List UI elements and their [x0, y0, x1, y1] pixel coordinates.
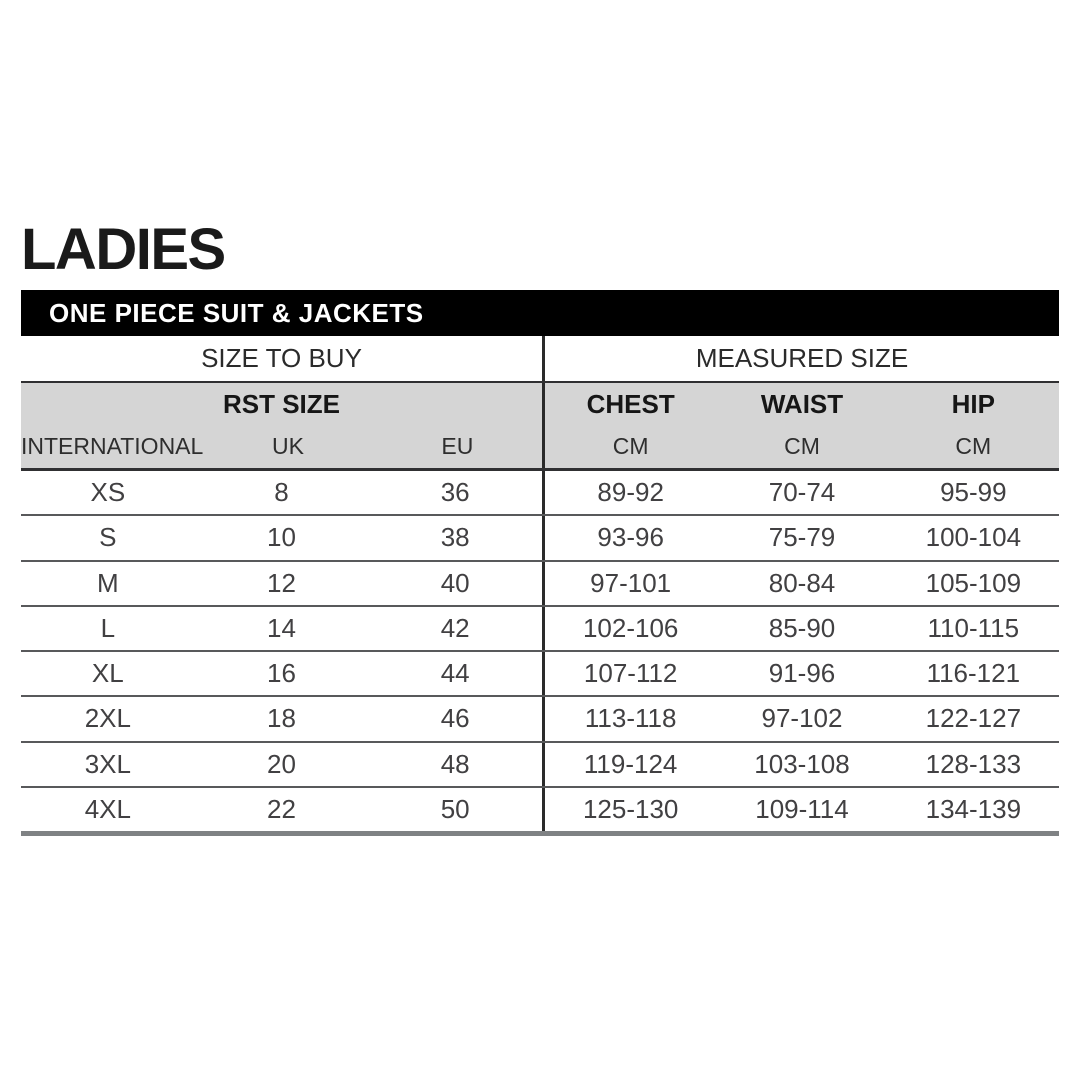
cell-international: L [100, 612, 116, 643]
cell-chest: 93-96 [597, 522, 664, 553]
cell-chest: 125-130 [582, 793, 679, 824]
cell-eu: 40 [440, 567, 470, 598]
page-title: LADIES [21, 217, 225, 282]
row-size-to-buy [21, 562, 542, 605]
cell-uk: 10 [267, 522, 296, 553]
right-units-row [545, 426, 1059, 469]
row-measured-size [542, 607, 1059, 650]
col-header-waist: WAIST [760, 388, 844, 419]
cell-eu: 46 [440, 703, 470, 734]
row-size-to-buy [21, 743, 542, 786]
table-row [21, 788, 1059, 836]
unit-waist-cm: CM [784, 433, 820, 460]
group-header-measured-size: MEASURED SIZE [542, 336, 1059, 381]
cell-hip: 110-115 [927, 612, 1020, 643]
cell-chest: 97-101 [590, 567, 672, 598]
cell-hip: 128-133 [925, 748, 1022, 779]
cell-international: 2XL [84, 703, 131, 734]
cell-hip: 134-139 [925, 793, 1022, 824]
cell-waist: 70-74 [768, 477, 836, 508]
cell-eu: 44 [440, 658, 470, 689]
cell-eu: 38 [440, 522, 470, 553]
row-measured-size [542, 471, 1059, 514]
col-header-chest: CHEST [586, 388, 675, 419]
size-chart-table [21, 290, 1059, 836]
row-size-to-buy [21, 652, 542, 695]
cell-eu: 50 [440, 793, 470, 824]
row-measured-size [542, 562, 1059, 605]
cell-chest: 113-118 [584, 703, 677, 734]
cell-uk: 8 [274, 477, 289, 508]
column-header-block [21, 383, 1059, 471]
group-header-row [21, 336, 1059, 383]
table-row [21, 516, 1059, 561]
cell-waist: 97-102 [761, 703, 843, 734]
cell-uk: 12 [267, 567, 296, 598]
size-rows [21, 471, 1059, 836]
row-size-to-buy [21, 697, 542, 740]
cell-waist: 91-96 [768, 658, 836, 689]
unit-chest-cm: CM [612, 433, 649, 460]
table-row [21, 743, 1059, 788]
table-row [21, 471, 1059, 516]
cell-international: S [99, 522, 117, 553]
table-row [21, 697, 1059, 742]
rst-size-header: RST SIZE [222, 388, 340, 419]
left-subheader-row [21, 426, 542, 469]
right-header [542, 383, 1059, 468]
cell-waist: 85-90 [768, 612, 836, 643]
table-row [21, 652, 1059, 697]
cell-chest: 102-106 [582, 612, 679, 643]
cell-hip: 100-104 [925, 522, 1022, 553]
cell-hip: 95-99 [940, 477, 1007, 508]
cell-uk: 16 [267, 658, 296, 689]
row-size-to-buy [21, 516, 542, 559]
row-measured-size [542, 652, 1059, 695]
cell-international: XS [90, 477, 126, 508]
table-banner: ONE PIECE SUIT & JACKETS [21, 290, 1059, 336]
right-header-row [545, 383, 1059, 426]
cell-eu: 36 [440, 477, 470, 508]
col-header-hip: HIP [951, 388, 995, 419]
cell-hip: 122-127 [925, 703, 1022, 734]
cell-international: XL [91, 658, 124, 689]
cell-uk: 22 [267, 793, 296, 824]
left-header [21, 383, 542, 468]
table-row [21, 562, 1059, 607]
cell-eu: 42 [440, 612, 470, 643]
cell-international: 3XL [84, 748, 131, 779]
cell-international: 4XL [84, 793, 131, 824]
cell-hip: 105-109 [925, 567, 1022, 598]
cell-chest: 107-112 [583, 658, 678, 689]
cell-waist: 103-108 [754, 748, 850, 779]
cell-chest: 119-124 [583, 748, 678, 779]
cell-waist: 75-79 [768, 522, 836, 553]
row-measured-size [542, 516, 1059, 559]
row-size-to-buy [21, 788, 542, 831]
cell-waist: 80-84 [768, 567, 836, 598]
cell-uk: 20 [267, 748, 296, 779]
cell-uk: 18 [267, 703, 296, 734]
cell-waist: 109-114 [755, 793, 849, 824]
row-measured-size [542, 788, 1059, 831]
cell-uk: 14 [267, 612, 296, 643]
row-measured-size [542, 743, 1059, 786]
cell-eu: 48 [440, 748, 470, 779]
col-header-international: INTERNATIONAL [21, 433, 204, 460]
row-measured-size [542, 697, 1059, 740]
cell-international: M [97, 567, 119, 598]
row-size-to-buy [21, 471, 542, 514]
col-header-eu: EU [441, 433, 474, 460]
group-header-size-to-buy: SIZE TO BUY [201, 343, 362, 373]
cell-hip: 116-121 [926, 658, 1021, 689]
row-size-to-buy [21, 607, 542, 650]
unit-hip-cm: CM [955, 433, 992, 460]
table-row [21, 607, 1059, 652]
col-header-uk: UK [272, 433, 304, 460]
cell-chest: 89-92 [597, 477, 664, 508]
